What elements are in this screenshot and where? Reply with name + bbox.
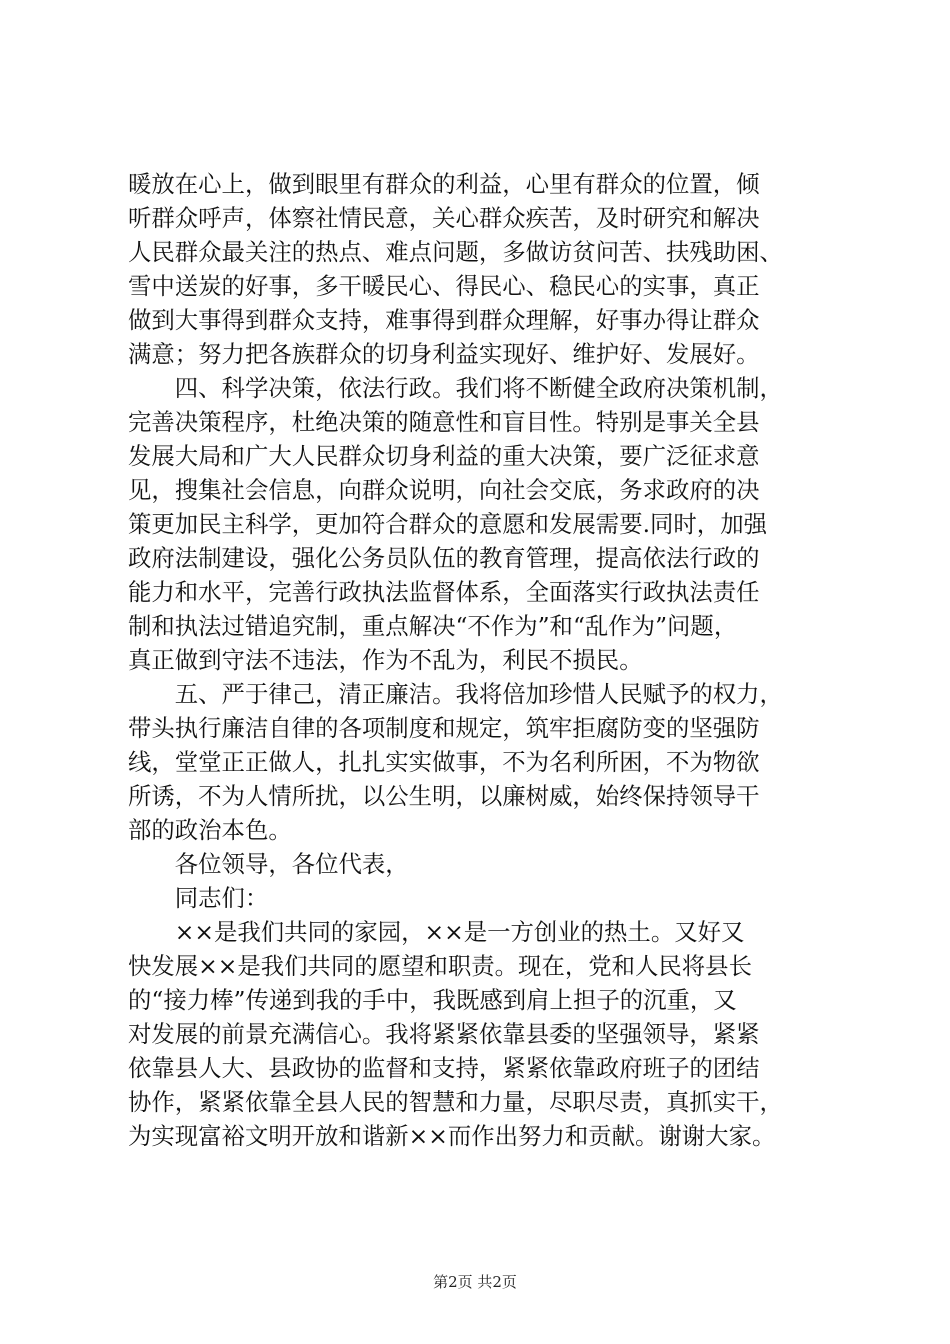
text-line: 为实现富裕文明开放和谐新××而作出努力和贡献。谢谢大家。 [128,1122,776,1150]
page-number: 第2页 共2页 [433,1273,517,1291]
text-line: 暖放在心上，做到眼里有群众的利益，心里有群众的位置，倾 [128,170,760,198]
text-line: 能力和水平，完善行政执法监督体系，全面落实行政执法责任 [128,578,760,606]
text-line: 依靠县人大、县政协的监督和支持，紧紧依靠政府班子的团结 [128,1054,760,1082]
document-body [128,167,848,1153]
text-line: 带头执行廉洁自律的各项制度和规定，筑牢拒腐防变的坚强防 [128,714,760,742]
text-line: ××是我们共同的家园，××是一方创业的热土。又好又 [128,918,745,946]
text-line: 策更加民主科学，更加符合群众的意愿和发展需要.同时，加强 [128,510,767,538]
text-line: 完善决策程序，杜绝决策的随意性和盲目性。特别是事关全县 [128,408,760,436]
text-line: 满意；努力把各族群众的切身利益实现好、维护好、发展好。 [128,340,760,368]
text-line: 各位领导，各位代表， [128,850,409,878]
text-line: 发展大局和广大人民群众切身利益的重大决策，要广泛征求意 [128,442,760,470]
text-line: 真正做到守法不违法，作为不乱为，利民不损民。 [128,646,643,674]
text-line: 雪中送炭的好事，多干暖民心、得民心、稳民心的实事，真正 [128,272,760,300]
text-line: 的“接力棒”传递到我的手中，我既感到肩上担子的沉重，又 [128,986,737,1014]
text-line: 五、严于律己，清正廉洁。我将倍加珍惜人民赋予的权力， [128,680,783,708]
text-line: 协作，紧紧依靠全县人民的智慧和力量，尽职尽责，真抓实干， [128,1088,783,1116]
text-line: 制和执法过错追究制，重点解决“不作为”和“乱作为”问题， [128,612,738,640]
text-line: 见，搜集社会信息，向群众说明，向社会交底，务求政府的决 [128,476,760,504]
text-line: 所诱，不为人情所扰，以公生明，以廉树威，始终保持领导干 [128,782,760,810]
text-line: 四、科学决策，依法行政。我们将不断健全政府决策机制， [128,374,783,402]
text-line: 线，堂堂正正做人，扎扎实实做事，不为名利所困，不为物欲 [128,748,760,776]
text-line: 政府法制建设，强化公务员队伍的教育管理，提高依法行政的 [128,544,760,572]
text-line: 人民群众最关注的热点、难点问题，多做访贫问苦、扶残助困、 [128,238,783,266]
text-line: 快发展××是我们共同的愿望和职责。现在，党和人民将县长 [128,952,752,980]
text-line: 听群众呼声，体察社情民意，关心群众疾苦，及时研究和解决 [128,204,760,232]
text-line: 对发展的前景充满信心。我将紧紧依靠县委的坚强领导，紧紧 [128,1020,760,1048]
text-line: 做到大事得到群众支持，难事得到群众理解，好事办得让群众 [128,306,760,334]
text-line: 部的政治本色。 [128,816,292,844]
text-line: 同志们： [128,884,269,912]
